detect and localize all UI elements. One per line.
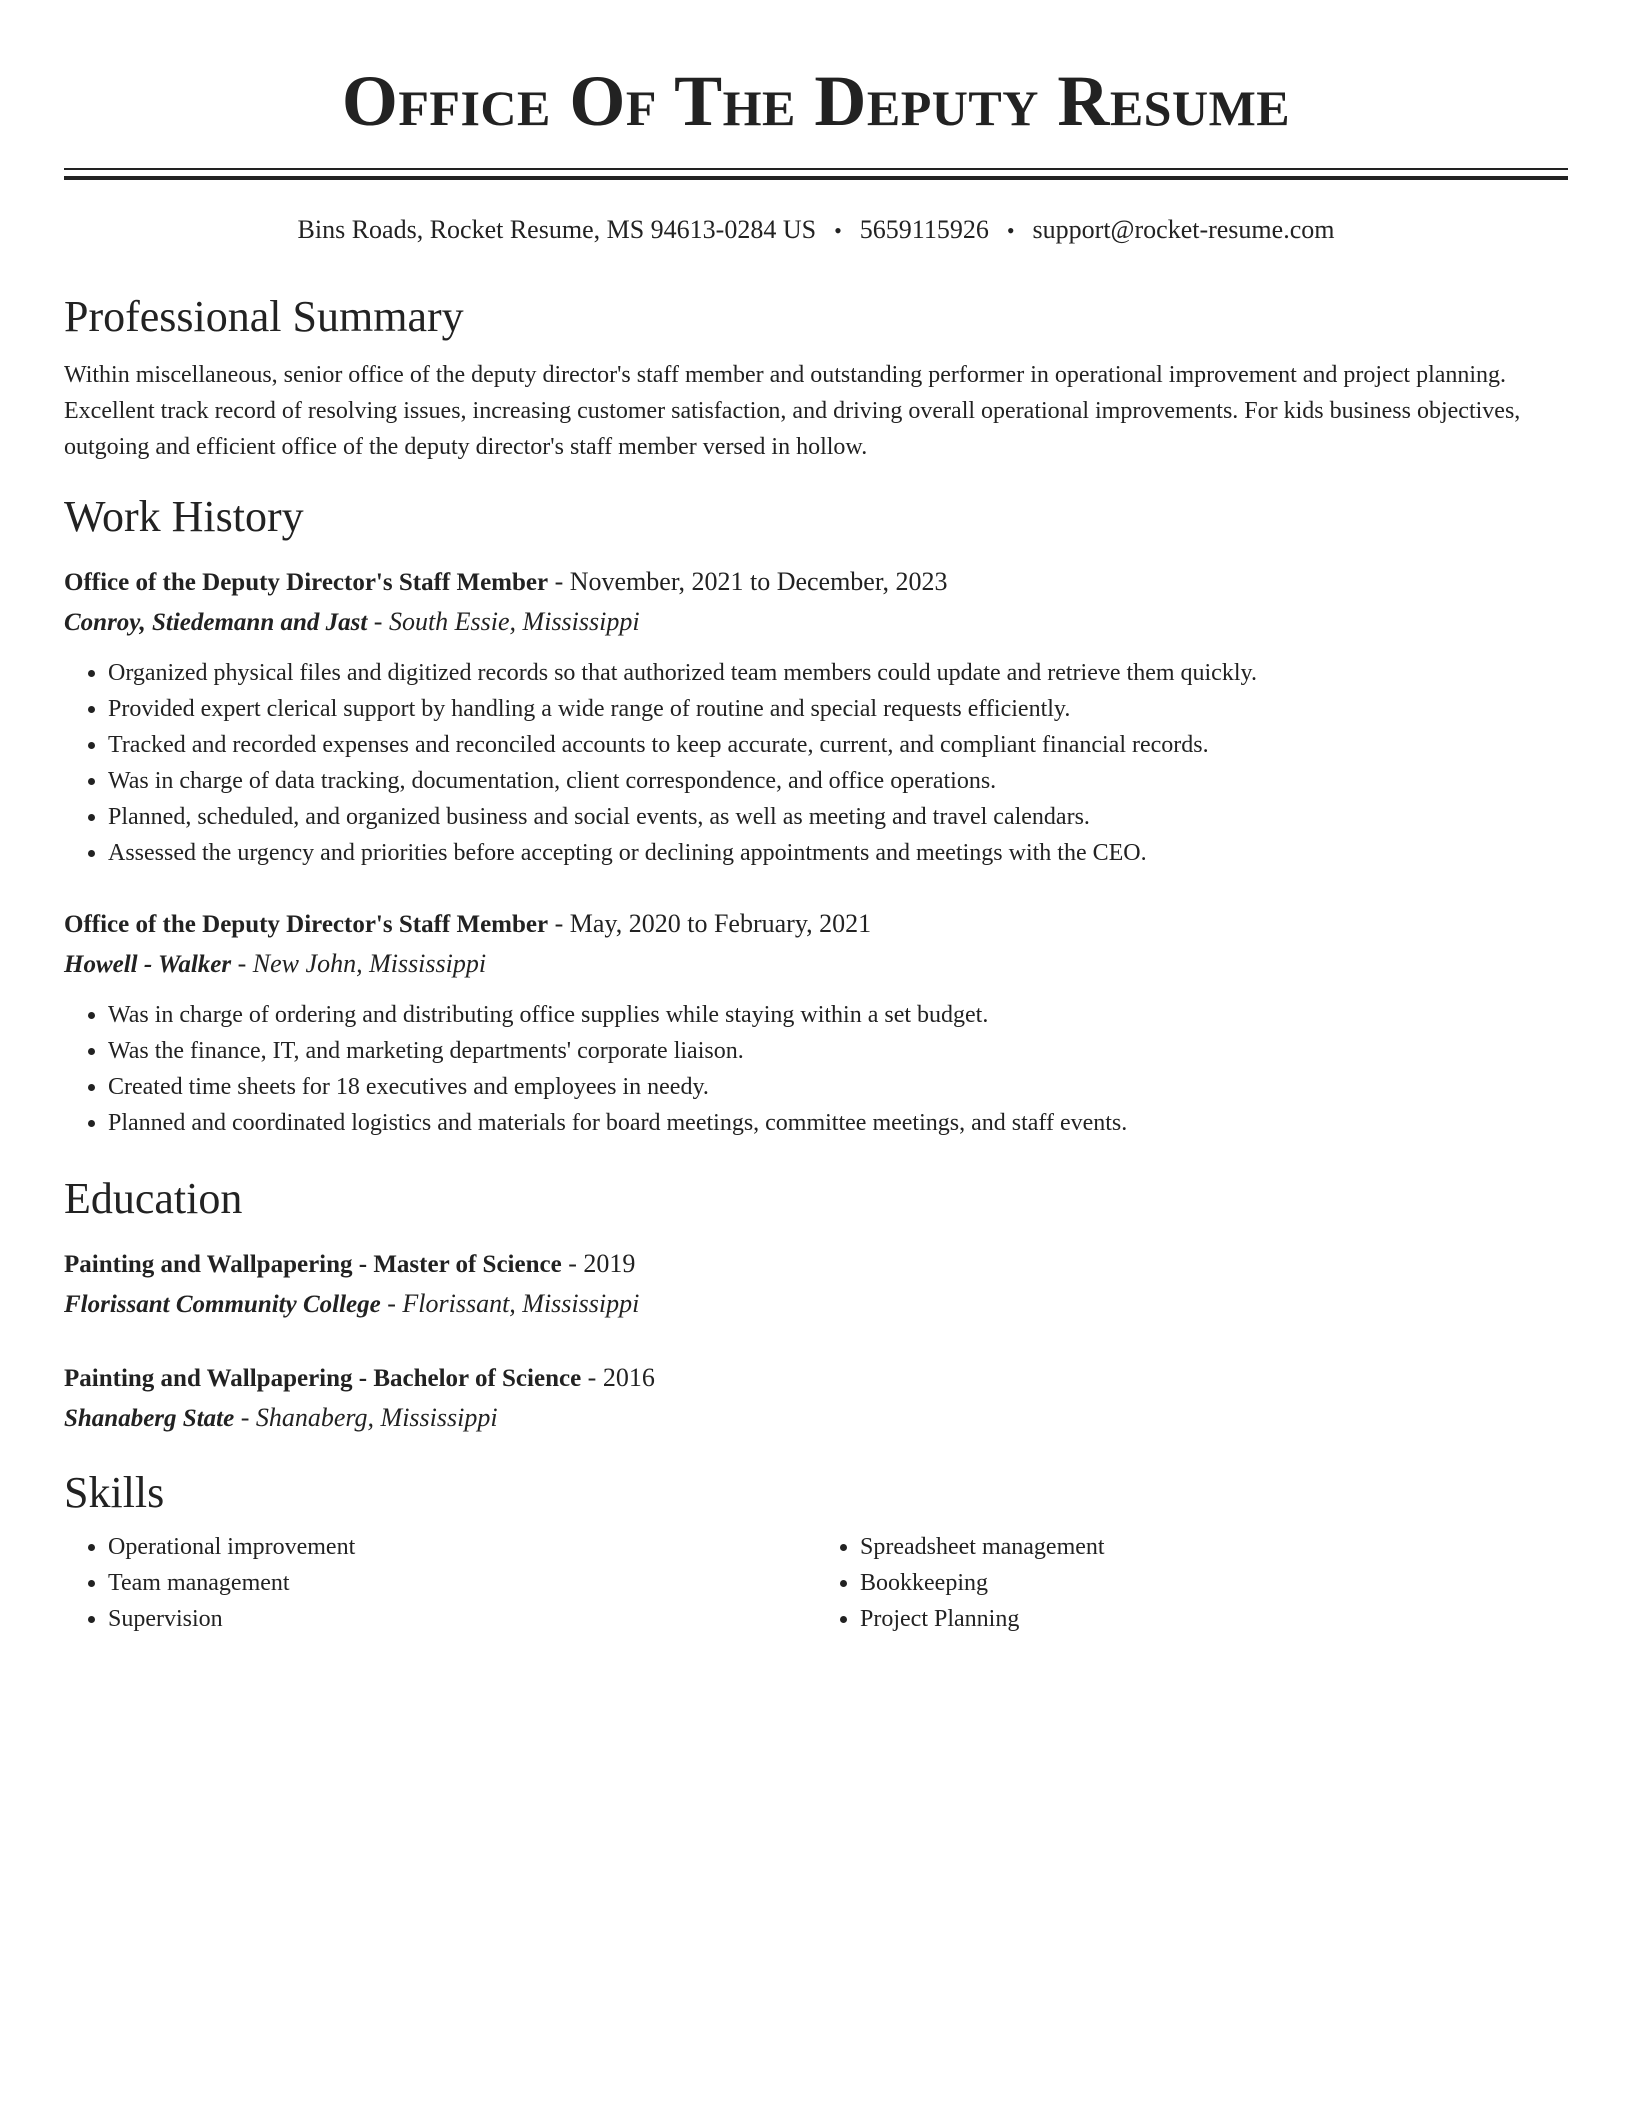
job-location: - New John, Mississippi bbox=[231, 949, 487, 978]
skills-heading: Skills bbox=[64, 1468, 165, 1517]
summary-text: Within miscellaneous, senior office of the deputy director's staff member and outstanding performer in operational improvement and project planning. Excellent track record of resolving issues, increasing customer satisfaction, and driving overall operational improvements. For kids business objectives, outgoing and efficient office of the deputy director's staff member versed in hollow. bbox=[64, 362, 1521, 460]
header-rule-thin bbox=[64, 168, 1568, 170]
job-bullet: • Tracked and recorded expenses and reconciled accounts to keep accurate, current, and compliant financial records. bbox=[108, 727, 1568, 763]
job-bullet: • Was in charge of data tracking, documentation, client correspondence, and office operations. bbox=[108, 763, 1568, 799]
job-location: - South Essie, Mississippi bbox=[367, 607, 640, 636]
education-degree: Painting and Wallpapering - Master of Science bbox=[64, 1251, 562, 1278]
job-bullets bbox=[64, 655, 1568, 871]
contact-line bbox=[64, 214, 1568, 247]
job-company-line bbox=[64, 944, 1568, 985]
job-dates: - November, 2021 to December, 2023 bbox=[548, 567, 948, 596]
contact-address: Bins Roads, Rocket Resume, MS 94613-0284 US bbox=[297, 215, 817, 244]
contact-email: support@rocket-resume.com bbox=[1032, 215, 1335, 244]
header-rule-thick bbox=[64, 176, 1568, 180]
skills-column-left bbox=[64, 1529, 816, 1637]
education-year: - 2016 bbox=[581, 1363, 655, 1392]
job-dates: - May, 2020 to February, 2021 bbox=[548, 909, 872, 938]
job-bullet: • Provided expert clerical support by handling a wide range of routine and special requests efficiently. bbox=[108, 691, 1568, 727]
job-title-line bbox=[64, 563, 1568, 602]
education-degree-line bbox=[64, 1359, 1568, 1398]
skill-item: • Spreadsheet management bbox=[860, 1529, 1568, 1565]
job-bullet: • Created time sheets for 18 executives and employees in needy. bbox=[108, 1069, 1568, 1105]
job-company: Howell - Walker bbox=[64, 951, 232, 978]
job-bullet: • Was in charge of ordering and distributing office supplies while staying within a set budget. bbox=[108, 997, 1568, 1033]
job-company: Conroy, Stiedemann and Jast bbox=[64, 609, 368, 636]
education-school: Florissant Community College bbox=[64, 1291, 381, 1318]
education-location: - Shanaberg, Mississippi bbox=[234, 1403, 498, 1432]
job-title: Office of the Deputy Director's Staff Member bbox=[64, 911, 549, 938]
skills-column-right bbox=[816, 1529, 1568, 1637]
education-school-line bbox=[64, 1398, 1568, 1439]
skill-item: • Project Planning bbox=[860, 1601, 1568, 1637]
education-heading: Education bbox=[64, 1174, 243, 1223]
job-bullet: • Was the finance, IT, and marketing departments' corporate liaison. bbox=[108, 1033, 1568, 1069]
skill-item: • Supervision bbox=[108, 1601, 816, 1637]
education-entry bbox=[64, 1359, 1568, 1439]
contact-separator: • bbox=[1006, 218, 1015, 243]
skills-grid bbox=[64, 1529, 1568, 1637]
education-school: Shanaberg State bbox=[64, 1405, 235, 1432]
skill-item: • Bookkeeping bbox=[860, 1565, 1568, 1601]
education-school-line bbox=[64, 1284, 1568, 1325]
skill-item: • Team management bbox=[108, 1565, 816, 1601]
job-title-line bbox=[64, 905, 1568, 944]
contact-separator: • bbox=[834, 218, 842, 243]
resume-name: Office Of The Deputy Resume bbox=[341, 61, 1291, 141]
skill-item: • Operational improvement bbox=[108, 1529, 816, 1565]
job-bullets bbox=[64, 997, 1568, 1141]
work-history-heading: Work History bbox=[64, 492, 304, 541]
job-entry bbox=[64, 563, 1568, 871]
education-degree: Painting and Wallpapering - Bachelor of Science bbox=[64, 1365, 582, 1392]
job-company-line bbox=[64, 602, 1568, 643]
job-title: Office of the Deputy Director's Staff Member bbox=[64, 569, 549, 596]
education-location: - Florissant, Mississippi bbox=[380, 1289, 640, 1318]
summary-heading: Professional Summary bbox=[64, 292, 464, 341]
education-year: - 2019 bbox=[561, 1249, 636, 1278]
education-degree-line bbox=[64, 1245, 1568, 1284]
education-entry bbox=[64, 1245, 1568, 1325]
contact-phone: 5659115926 bbox=[859, 215, 989, 244]
job-bullet: • Organized physical files and digitized records so that authorized team members could update and retrieve them quickly. bbox=[108, 655, 1568, 691]
job-entry bbox=[64, 905, 1568, 1141]
job-bullet: • Assessed the urgency and priorities before accepting or declining appointments and meetings with the CEO. bbox=[108, 835, 1568, 871]
job-bullet: • Planned and coordinated logistics and materials for board meetings, committee meetings, and staff events. bbox=[108, 1105, 1568, 1141]
job-bullet: • Planned, scheduled, and organized business and social events, as well as meeting and travel calendars. bbox=[108, 799, 1568, 835]
